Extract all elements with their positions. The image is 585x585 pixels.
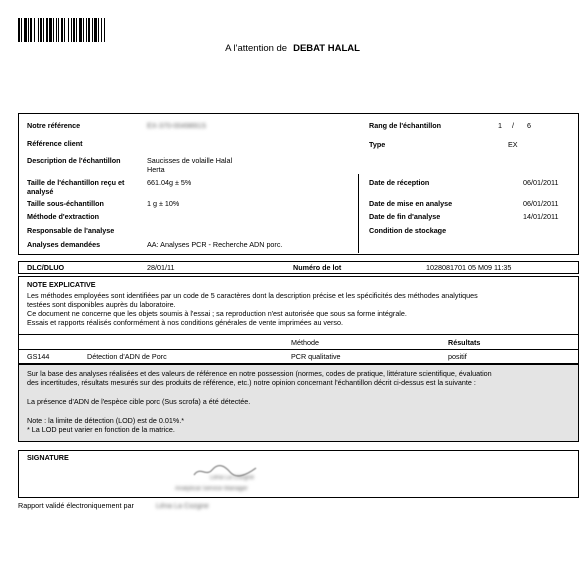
- description-label: Description de l'échantillon: [27, 156, 121, 165]
- signature-box: [18, 450, 579, 498]
- result-name: Détection d'ADN de Porc: [87, 352, 167, 361]
- note-line-1: Les méthodes employées sont identifiées par un code de 5 caractères dont la description précise et les spécificités des méthodes analytiques: [27, 291, 478, 300]
- note-line-4: Essais et rapports réalisés conformément à nos conditions générales de vente imprimées au verso.: [27, 318, 344, 327]
- type-value: EX: [508, 140, 518, 149]
- date-mise-value: 06/01/2011: [523, 199, 559, 208]
- rang-label: Rang de l'échantillon: [369, 121, 441, 130]
- results-top-rule: [19, 334, 578, 335]
- attention-label: A l'attention de: [225, 43, 288, 54]
- validated-name: Léna La Cozgne: [156, 501, 209, 510]
- taille-recu-label-line1: Taille de l'échantillon reçu et: [27, 178, 125, 187]
- note-title: NOTE EXPLICATIVE: [27, 280, 96, 289]
- description-value-line1: Saucisses de volaille Halal: [147, 156, 233, 165]
- results-header-resultats: Résultats: [448, 338, 481, 347]
- note-line-3: Ce document ne concerne que les objets soumis à l'essai ; sa reproduction n'est autorisée que sous sa forme intégrale.: [27, 309, 407, 318]
- attention-name: DEBAT HALAL: [293, 43, 360, 54]
- signature-title: SIGNATURE: [27, 453, 69, 462]
- taille-sous-value: 1 g ± 10%: [147, 199, 180, 208]
- taille-recu-label-line2: analysé: [27, 187, 54, 196]
- note-line-2: testées sont disponibles auprès du laboratoire.: [27, 300, 176, 309]
- results-header-rule: [19, 349, 578, 350]
- date-mise-label: Date de mise en analyse: [369, 199, 453, 208]
- barcode-bar: [105, 18, 106, 42]
- sample-info-divider: [358, 174, 359, 253]
- rang-value-2: 6: [527, 121, 531, 130]
- barcode-image: [18, 18, 136, 42]
- condition-label: Condition de stockage: [369, 226, 447, 235]
- lot-label: Numéro de lot: [293, 263, 342, 272]
- date-fin-label: Date de fin d'analyse: [369, 212, 441, 221]
- rang-separator: /: [512, 121, 514, 130]
- results-header-methode: Méthode: [291, 338, 319, 347]
- opinion-line-1: Sur la base des analyses réalisées et des valeurs de référence en notre possession (normes, codes de pratique, littérature scientifique, évaluation: [27, 369, 492, 378]
- analyses-value: AA: Analyses PCR - Recherche ADN porc.: [147, 240, 283, 249]
- date-fin-value: 14/01/2011: [523, 212, 559, 221]
- attention-line: [0, 43, 585, 54]
- notre-reference-label: Notre référence: [27, 121, 81, 130]
- reference-client-label: Référence client: [27, 139, 83, 148]
- notre-reference-value: EX-370-0049891S: [147, 121, 207, 130]
- taille-sous-label: Taille sous-échantillon: [27, 199, 104, 208]
- result-methode: PCR qualitative: [291, 352, 341, 361]
- result-code: GS144: [27, 352, 50, 361]
- description-value-line2: Herta: [147, 165, 165, 174]
- responsable-label: Responsable de l'analyse: [27, 226, 115, 235]
- result-resultat: positif: [448, 352, 467, 361]
- validated-label: Rapport validé électroniquement par: [18, 501, 134, 510]
- signer-role: Analytical Service Manager: [175, 486, 248, 492]
- signer-name: Léna La Cozgne: [210, 475, 255, 481]
- methode-extraction-label: Méthode d'extraction: [27, 212, 99, 221]
- rang-value-1: 1: [498, 121, 502, 130]
- lot-value: 1028081701 05 M09 11:35: [426, 263, 512, 272]
- opinion-line-3: La présence d'ADN de l'espèce cible porc (Sus scrofa) a été détectée.: [27, 397, 251, 406]
- opinion-line-5: * La LOD peut varier en fonction de la matrice.: [27, 425, 175, 434]
- date-reception-label: Date de réception: [369, 178, 430, 187]
- analyses-label: Analyses demandées: [27, 240, 101, 249]
- dlc-date: 28/01/11: [147, 263, 175, 272]
- opinion-line-2: des incertitudes, résultats mesurés sur des produits de référence, etc.) notre opinion concernant l'échantillon décrit ci-dessus est la suivante :: [27, 378, 476, 387]
- date-reception-value: 06/01/2011: [523, 178, 559, 187]
- taille-recu-value: 661.04g ± 5%: [147, 178, 192, 187]
- type-label: Type: [369, 140, 386, 149]
- opinion-line-4: Note : la limite de détection (LOD) est de 0.01%.*: [27, 416, 185, 425]
- dlc-label: DLC/DLUO: [27, 263, 65, 272]
